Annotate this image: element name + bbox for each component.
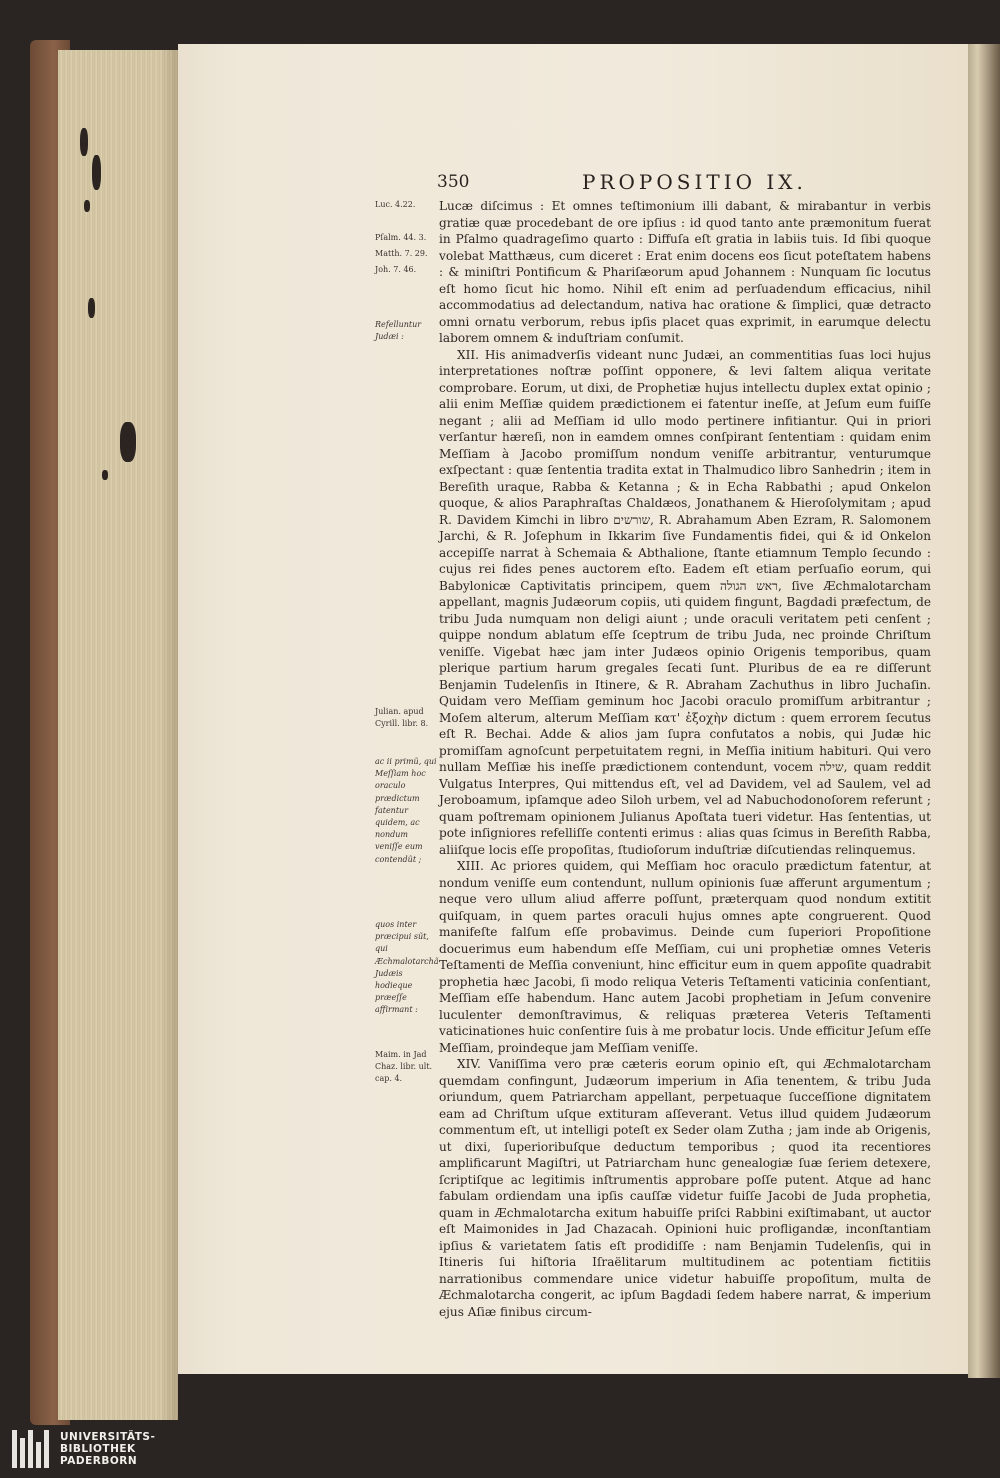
margin-note: Maim. in Jad Chaz. libr. ult. cap. 4. — [375, 1050, 433, 1084]
running-title: PROPOSITIO IX. — [582, 170, 807, 194]
facing-page-edge — [968, 44, 1000, 1378]
margin-note: Joh. 7. 46. — [375, 265, 417, 274]
margin-note: Matth. 7. 29. — [375, 249, 428, 258]
paragraph: XIV. Vaniſſima vero præ cæteris eorum opinio eſt, qui Æchmalotarcham quemdam confingunt, Judæorum imperium in Aſia tenentem, & tribu Juda oriundum, quem Patriarcham appellant, perpetuaque ſucceſſione dignitatem eam ad Chriſtum uſque extituram aſſeverant. Vetus illud quidem Judæorum commentum eſt, ut intelligi poteſt ex Seder olam Zutha ; jam inde ab Origenis, ut dixi, ſuperioribuſque deductum temporibus ; quod ita recentiores amplificarunt Magiſtri, ut Patriarcham hunc genealogiæ ſuæ ſeriem detexere, ſcriptiſque ac legitimis inſtrumentis approbare poſſe putent. Atque ad hanc fabulam ordiendam una ipſis cauſſæ videtur fuiſſe Jacobi de Juda prophetia, quam in Æchmalotarcha exitum habuiſſe priſci Rabbini exiſtimabant, ut auctor eſt Maimonides in Jad Chazacah. Opinioni huic profligandæ, inconſtantiam ipſius & varietatem ſatis eſt prodidiſſe : nam Benjamin Tudelenſis, qui in Itineris ſui hiſtoria Iſraëlitarum multitudinem ac potentiam fictitiis narrationibus commendare unice videtur habuiſſe propoſitum, multa de Æchmalotarcha congerit, ac ipſum Bagdadi ſedem habere narrat, & imperium ejus Aſiæ finibus circum- — [439, 1057, 931, 1319]
main-text — [439, 198, 931, 1320]
margin-note: Refelluntur Judæi : — [375, 320, 422, 342]
margin-note: Luc. 4.22. — [375, 200, 416, 209]
paragraph: XII. His animadverſis videant nunc Judæi, an commentitias ſuas loci hujus interpretationes noſtræ poſſint opponere, & levi ſaltem aliqua veritate comprobare. Eorum, ut dixi, de Prophetiæ hujus intellectu duplex extat opinio ; alii enim Meſſiæ quidem prædictionem ei fatentur ineſſe, at Jeſum eum fuiſſe negant ; alii ad Meſſiam id ullo modo pertinere infitiantur. Qui in priori verſantur hæreſi, non in eamdem omnes conſpirant ſententiam : quidam enim Meſſiam à Jacobo promiſſum nondum veniſſe arbitrantur, venturumque exſpectant : quæ ſententia tradita extat in Thalmudico libro Sanhedrin ; item in Bereſith uraque, Rabba & Ketanna ; & in Echa Rabbathi ; apud Onkelon quoque, & alios Paraphraſtas Chaldæos, Jonathanem & Hieroſolymitam ; apud R. Davidem Kimchi in libro שורשים, R. Abrahamum Aben Ezram, R. Salomonem Jarchi, & R. Joſephum in Ikkarim ſive Fundamentis fidei, qui & id Onkelon accepiſſe narrat à Schemaia & Abthalione, ſtante etiamnum Templo ſecundo : cujus rei fides penes auctorem eſto. Eadem eſt etiam perſuaſio eorum, qui Babylonicæ Captivitatis principem, quem ראש הגולה, ſive Æchmalotarcham appellant, magnis Judæorum copiis, uti quidem fingunt, Bagdadi præfectum, de tribu Juda numquam non deligi aiunt ; unde oraculi veritatem peti cenſent ; quippe nondum ablatum eſſe ſceptrum de tribu Juda, nec proinde Chriſtum veniſſe. Vigebat hæc jam inter Judæos opinio Origenis temporibus, quam plerique partium harum gregales ſecati ſunt. Pluribus de ea re diſſerunt Benjamin Tudelenſis in Itinere, & R. Abraham Zachuthus in libro Juchaſin. Quidam vero Meſſiam geminum hoc Jacobi oraculo promiſſum arbitrantur ; Moſem alterum, alterum Meſſiam κατ' ἐξοχὴν dictum : quem errorem ſecutus eſt R. Bechai. Adde & alios jam ſupra confutatos a nobis, qui Judæ hic promiſſam agnoſcunt perpetuitatem regni, in Meſſia initium habituri. Qui vero nullam Meſſiæ his ineſſe prædictionem contendunt, vocem שילה, quam reddit Vulgatus Interpres, Qui mittendus eſt, vel ad Davidem, vel ad Saulem, vel ad Jeroboamum, ipſamque adeo Siloh urbem, vel ad Nabuchodonoſorem referunt ; quam poſtremam opinionem Julianus Apoſtata tueri videtur. Has ſententias, ut pote inſigniores refelliſſe contenti erimus : alias quas ſcimus in Bereſith Rabba, aliiſque locis eſſe propoſitas, ſtudioſorum induſtriæ diſcutiendas relinquemus. — [439, 347, 931, 857]
library-logo-text: UNIVERSITÄTS- BIBLIOTHEK PADERBORN — [60, 1431, 156, 1467]
paragraph: XIII. Ac priores quidem, qui Meſſiam hoc oraculo prædictum fatentur, at nondum veniſſe eum contendunt, nullum opinionis ſuæ afferunt argumentum ; neque vero ullum aliud afferre poſſunt, præterquam quod nondum extitit quiſquam, in quem partes oraculi hujus omnes apte congruerent. Quod manifeſte falſum eſſe probavimus. Deinde cum ſuperiori Propoſitione docuerimus eum habendum eſſe Meſſiam, cui uni prophetiæ omnes Veteris Teſtamenti de Meſſia conveniunt, hinc efficitur eum in quem appoſite quadrabit prophetia hæc Jacobi, ſi modo reliqua Veteris Teſtamenti vaticinia conſentiant, Meſſiam eſſe habendum. Hanc autem Jacobi prophetiam in Jeſum convenire luculenter demonſtravimus, & reliquas præterea Veteris Teſtamenti vaticinationes huic conſentire ſuis à me probatur locis. Unde efficitur Jeſum eſſe Meſſiam, proindeque jam Meſſiam veniſſe. — [439, 859, 931, 1055]
page-number: 350 — [437, 172, 470, 192]
library-logo — [12, 1428, 155, 1470]
margin-note: ac ii primũ, qui Meſſiam hoc oraculo prædictum fatentur quidem, ac nondum veniſſe eum contendũt ; — [375, 757, 437, 864]
page-block-edges — [58, 50, 178, 1420]
margin-note: Julian. apud Cyrill. libr. 8. — [375, 707, 429, 729]
margin-note: quos inter præcipui sũt, qui Æchmalotarchã Judæis hodieque præeſſe affirmant : — [375, 920, 439, 1015]
margin-note: Pſalm. 44. 3. — [375, 233, 427, 242]
paragraph: Lucæ diſcimus : Et omnes teſtimonium illi dabant, & mirabantur in verbis gratiæ quæ procedebant de ore ipſius : id quod tanto ante præmonitum fuerat in Pſalmo quadrageſimo quarto : Diffuſa eſt gratia in labiis tuis. Id ſibi quoque volebat Matthæus, cum diceret : Erat enim docens eos ſicut poteſtatem habens : & miniſtri Pontificum & Phariſæorum apud Johannem : Nunquam ſic locutus eſt homo ſicut hic homo. Nihil eſt enim ad perſuadendum efficacius, nihil accommodatius ad delectandum, nativa hac oratione & ſimplici, quæ detracto omni ornatu verborum, rebus ipſis placet quas exprimit, in earumque delectu laborem omnem & induſtriam conſumit. — [439, 199, 931, 345]
library-logo-icon — [12, 1430, 50, 1468]
page-header — [437, 170, 937, 200]
